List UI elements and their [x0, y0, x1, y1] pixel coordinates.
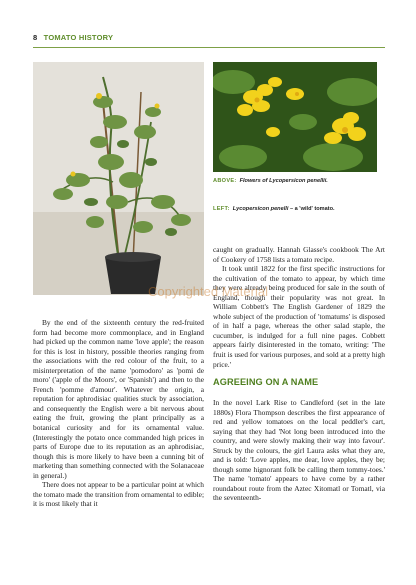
caption-above-label: ABOVE: [213, 178, 237, 184]
flower-photo [213, 62, 377, 172]
caption-left-text: – a 'wild' tomato. [289, 206, 335, 212]
running-header [33, 33, 385, 47]
body-column-right-bottom [213, 398, 385, 503]
caption-left [213, 205, 383, 213]
paragraph: There does not appear to be a particular point at which the tomato made the transition from ornamental to edible; it is most likely that it [33, 480, 204, 509]
caption-above-text: Flowers of Lycopersicon penellii. [239, 178, 328, 184]
caption-left-label: LEFT: [213, 206, 230, 212]
caption-left-species: Lycopersicon penelli [232, 206, 289, 212]
body-column-left [33, 318, 204, 509]
running-title: TOMATO HISTORY [43, 33, 114, 42]
header-rule [33, 47, 385, 48]
paragraph: By the end of the sixteenth century the red-fruited form had become more commonplace, and in England had picked up the common name 'love apple'; the reason for this is lost in history, possible theories ranging from the associations with the red colour of the fruit, to a misinterpretation of the name 'pomodoro' as 'pomi de moro' ('apple of the Moors', or 'Spanish') and then to the French 'pomme d'amour'. Whatever the origin, a reputation for aphrodisiac qualities stuck by association, and consequently the English were a bit nervous about eating the fruit, growing the plant principally as a botanical curiosity and for its ornamental value. (Interestingly the potato once commanded high prices in parts of Europe due to its reputation as an aphrodisiac, though this is more likely to have been a cunning bit of marketing than something connected with the Solanaceae in general.) [33, 318, 204, 480]
paragraph: It took until 1822 for the first specific instructions for the cultivation of the tomato to appear, by which time they were already being produced for sale in the south of England, though their popularity was not great. In William Cobbett's The English Gardener of 1829 the whole subject of the production of 'tomatums' is disposed of in half a page, whereas the other salad staple, the cucumber, is indulged for a full nine pages. Cobbett appears fairly disinterested in the tomato, writing: 'The fruit is used for various purposes, and sold at a pretty high price.' [213, 264, 386, 369]
section-heading: AGREEING ON A NAME [213, 377, 319, 387]
plant-photo [33, 62, 204, 295]
copyright-watermark: Copyrighted Material [148, 284, 268, 299]
body-column-right-top [213, 245, 385, 369]
page-number: 8 [33, 33, 38, 42]
caption-above [213, 177, 383, 185]
paragraph: In the novel Lark Rise to Candleford (set in the late 1880s) Flora Thompson describes the first appearance of red and yellow tomatoes on the local peddler's cart, saying that they had 'Not long been introduced into the country, and were slowly making their way into favour'. Struck by the colours, the girl Laura asks what they are, and is told: 'Love apples, me dear, love apples, they be; though some hignorant folk be calling them tommy-toes.' The name 'tomato' appears to have come by a rather roundabout route from the Aztec Xitomatl or Tomatl, via the seventeenth- [213, 398, 385, 503]
paragraph: caught on gradually. Hannah Glasse's cookbook The Art of Cookery of 1758 lists a tomato recipe. [213, 245, 385, 264]
